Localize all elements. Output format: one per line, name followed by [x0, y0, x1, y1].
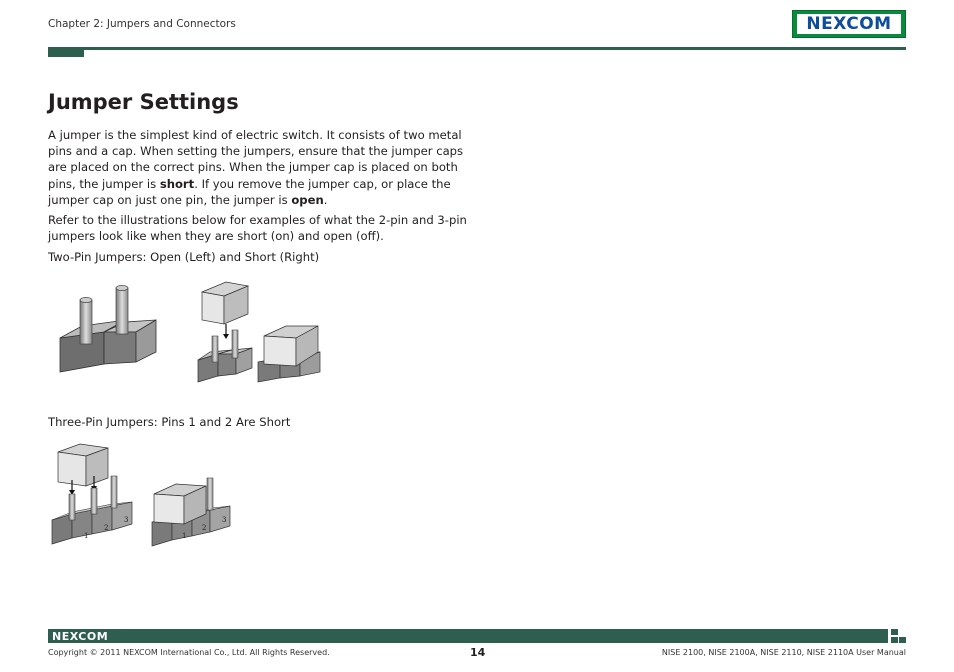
three-pin-short-illustration [150, 474, 234, 548]
reference-paragraph: Refer to the illustrations below for examples of what the 2-pin and 3-pin jumpers look like when they are short (on) and open (off). [48, 213, 467, 244]
intro-open-term: open [291, 192, 324, 207]
nexcom-logo [792, 10, 906, 38]
three-pin-caption: Three-Pin Jumpers: Pins 1 and 2 Are Short [48, 415, 291, 429]
footer-square-bottom-left [891, 637, 898, 643]
intro-short-term: short [159, 176, 195, 191]
three-pin-open-illustration [50, 442, 138, 546]
intro-text-e: . [323, 192, 328, 207]
footer-square-bottom-right [899, 637, 906, 643]
chapter-heading: Chapter 2: Jumpers and Connectors [48, 18, 236, 30]
intro-paragraph [48, 127, 468, 208]
two-pin-short-illustration [196, 280, 324, 384]
intro-text-a: A jumper is the simplest kind of electric switch. It consists of two metal pins and a cap. When setting the jumpers, ensure that the jumper caps are placed on the correct pins. When the jumper cap is placed on both pins, the jumper is [48, 128, 464, 191]
footer-bar [48, 629, 888, 643]
intro-text-c: . If you remove the jumper cap, or place the jumper cap on just one pin, the jumper is [48, 176, 451, 207]
pin-label-3: 3 [124, 516, 129, 524]
page-number: 14 [470, 646, 486, 659]
footer-logo: NEXCOM [52, 630, 109, 643]
header-rule [48, 47, 906, 50]
pin-label-2: 2 [202, 524, 207, 532]
copyright-text: Copyright © 2011 NEXCOM International Co., Ltd. All Rights Reserved. [48, 648, 330, 657]
footer-square-top [891, 629, 898, 635]
pin-label-3: 3 [222, 516, 227, 524]
pin-label-2: 2 [104, 524, 109, 532]
two-pin-caption: Two-Pin Jumpers: Open (Left) and Short (Right) [48, 250, 320, 264]
header-accent-block [48, 50, 84, 57]
pin-label-1: 1 [84, 532, 89, 540]
two-pin-open-illustration [52, 282, 160, 374]
page-title: Jumper Settings [48, 90, 239, 114]
logo-text: NEXCOM [806, 14, 892, 34]
pin-label-1: 1 [182, 532, 187, 540]
model-text: NISE 2100, NISE 2100A, NISE 2110, NISE 2110A User Manual [661, 648, 906, 657]
logo-plate [797, 14, 901, 34]
